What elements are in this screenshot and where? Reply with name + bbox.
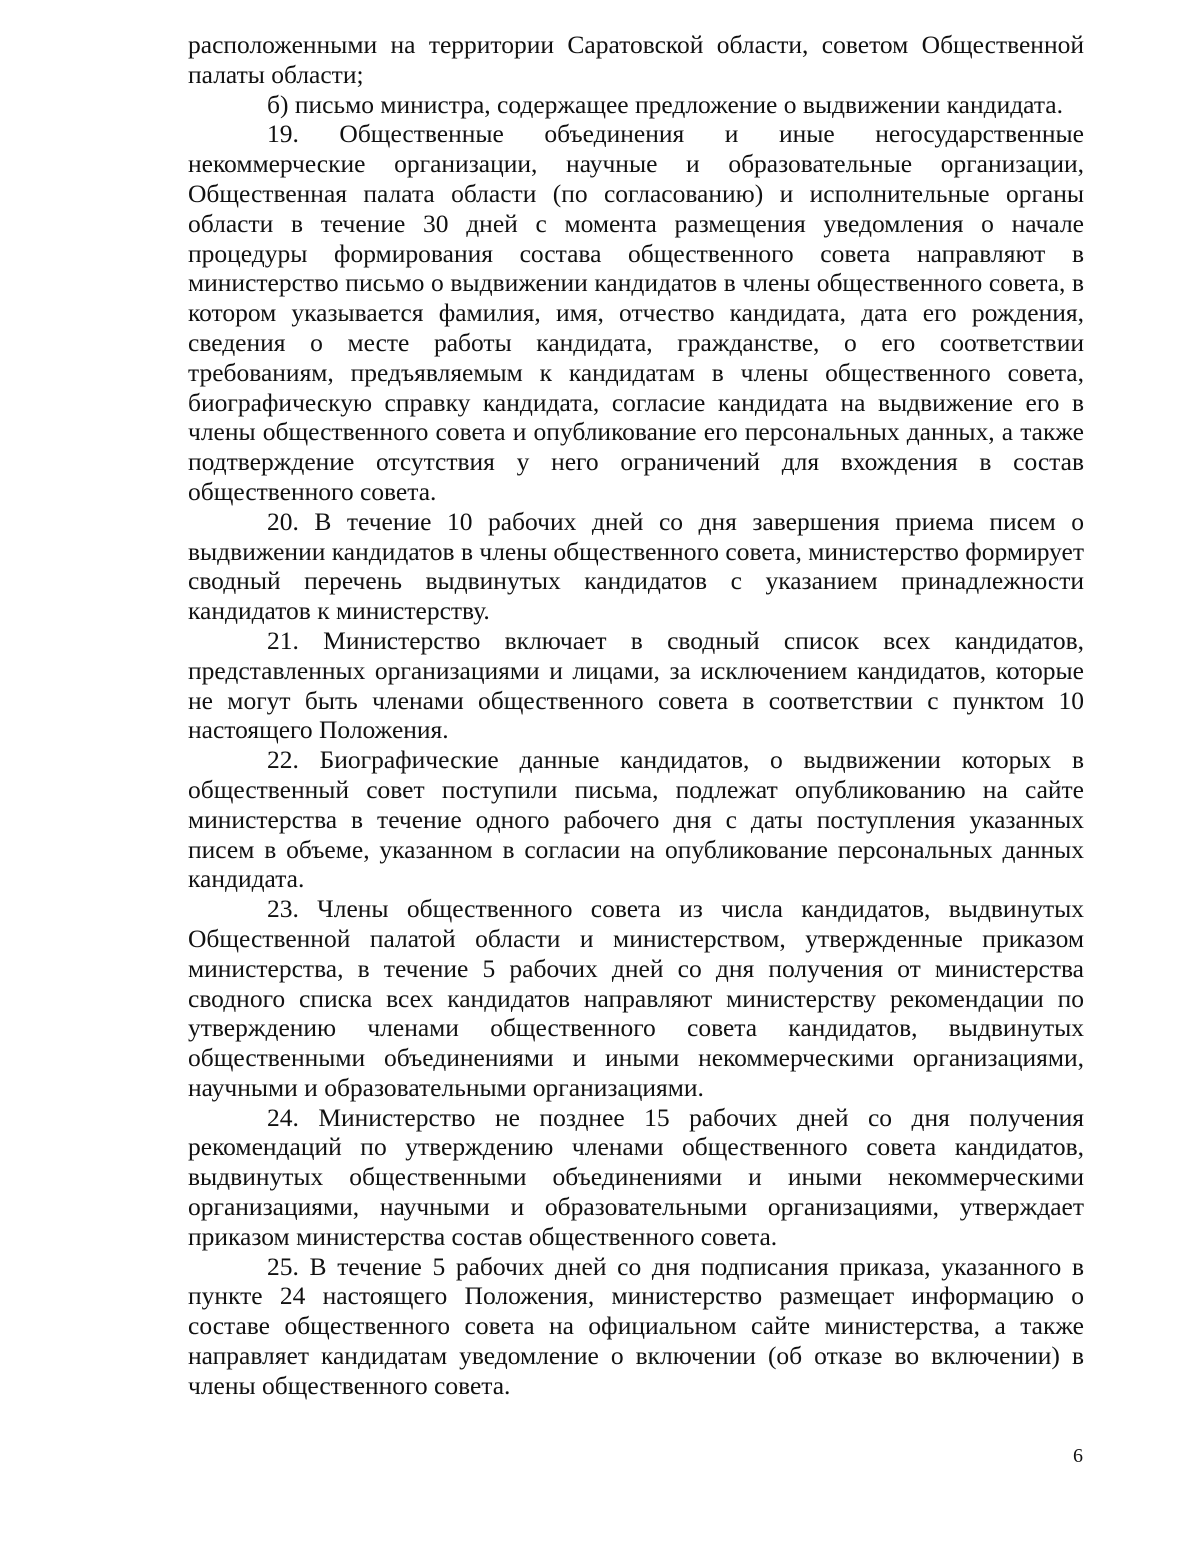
paragraph-23: 23. Члены общественного совета из числа кандидатов, выдвинутых Общественной палатой области и министерством, утвержденные приказом министерства, в течение 5 рабочих дней со дня получения от министерства сводного списка всех кандидатов направляют министерству рекомендации по утверждению членами общественного совета кандидатов, выдвинутых общественными объединениями и иными некоммерческими организациями, научными и образовательными организациями. <box>188 894 1084 1102</box>
paragraph-18a-continuation: расположенными на территории Саратовской области, советом Общественной палаты области; <box>188 30 1084 89</box>
paragraph-19: 19. Общественные объединения и иные негосударственные некоммерческие организации, научные и образовательные организации, Общественная палата области (по согласованию) и исполнительные органы области в течение 30 дней с момента размещения уведомления о начале процедуры формирования состава общественного совета направляют в министерство письмо о выдвижении кандидатов в члены общественного совета, в котором указывается фамилия, имя, отчество кандидата, дата его рождения, сведения о месте работы кандидата, гражданстве, о его соответствии требованиям, предъявляемым к кандидатам в члены общественного совета, биографическую справку кандидата, согласие кандидата на выдвижение его в члены общественного совета и опубликование его персональных данных, а также подтверждение отсутствия у него ограничений для вхождения в состав общественного совета. <box>188 119 1084 506</box>
paragraph-21: 21. Министерство включает в сводный список всех кандидатов, представленных организациями и лицами, за исключением кандидатов, которые не могут быть членами общественного совета в соответствии с пунктом 10 настоящего Положения. <box>188 625 1084 745</box>
paragraph-20: 20. В течение 10 рабочих дней со дня завершения приема писем о выдвижении кандидатов в члены общественного совета, министерство формирует сводный перечень выдвинутых кандидатов с указанием принадлежности кандидатов к министерству. <box>188 506 1084 626</box>
page-number: 6 <box>1073 1445 1083 1467</box>
paragraph-22: 22. Биографические данные кандидатов, о выдвижении которых в общественный совет поступили письма, подлежат опубликованию на сайте министерства в течение одного рабочего дня с даты поступления указанных писем в объеме, указанном в согласии на опубликование персональных данных кандидата. <box>188 745 1084 894</box>
paragraph-25: 25. В течение 5 рабочих дней со дня подписания приказа, указанного в пункте 24 настоящего Положения, министерство размещает информацию о составе общественного совета на официальном сайте министерства, а также направляет кандидатам уведомление о включении (об отказе во включении) в члены общественного совета. <box>188 1251 1084 1400</box>
document-body <box>188 30 1084 1401</box>
paragraph-24: 24. Министерство не позднее 15 рабочих дней со дня получения рекомендаций по утверждению членами общественного совета кандидатов, выдвинутых общественными объединениями и иными некоммерческими организациями, научными и образовательными организациями, утверждает приказом министерства состав общественного совета. <box>188 1102 1084 1251</box>
paragraph-18b: б) письмо министра, содержащее предложение о выдвижении кандидата. <box>267 89 1063 119</box>
